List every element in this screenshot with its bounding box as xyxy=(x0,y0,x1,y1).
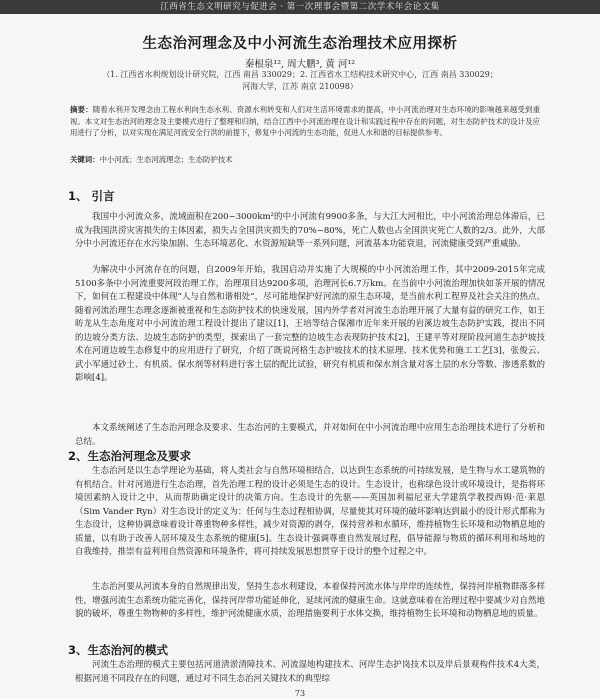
section-heading-concept: 2、生态治河理念及要求 xyxy=(68,449,192,463)
abstract-text: 随着水利开发理念由工程水利向生态水利、资源水利转变和人们对生活环境需求的提高，中小河流治理对生态环境的影响越来越受到重视。本文对生态治河的理念及主要模式进行了整理和归纳，结合江西中小河流治理在设计和实践过程中存在的问题，对生态防护技术的设计及应用进行了分析，以对实现在满足河流安全行洪的前提下，修复中小河流的生态功能，促进人水和谐的目标提供参考。 xyxy=(70,105,540,138)
keywords-text: 中小河流；生态河流理念；生态防护技术 xyxy=(99,155,233,164)
section-heading-introduction: 1、 引言 xyxy=(68,189,115,203)
concept-paragraph-2: 生态治河要从河流本身的自然规律出发，坚持生态水利建设，本着保持河流水体与岸岸的连续性，保持河岸植物群落多样性，增强河流生态系统功能完善化，保持河岸带功能延伸化，延续河流的健康生命。这就意味着在治理过程中要减少对自然地貌的破坏，尊重生物物种的多样性，维护河流健康水质，治理措施要利于水体交换，维持植物生长环境和动物栖息地的质量。 xyxy=(75,582,545,619)
running-header: 江西省生态文明研究与促进会 · 第一次理事会暨第二次学术年会论文集 xyxy=(0,0,600,14)
intro-paragraph-3: 本文系统阐述了生态治河理念及要求、生态治河的主要模式，并对如何在中小河流治理中应用生态治理技术进行了分析和总结。 xyxy=(75,423,545,447)
author-affiliation: （1. 江西省水利规划设计研究院，江西 南昌 330029；2. 江西省水工结构技术研究中心，江西 南昌 330029；河海大学，江苏 南京 210098） xyxy=(102,70,498,91)
paper-title: 生态治河理念及中小河流生态治理技术应用探析 xyxy=(142,36,458,52)
keywords xyxy=(70,154,540,165)
section-heading-modes: 3、生态治河的模式 xyxy=(68,643,169,657)
modes-paragraph-1: 河流生态治理的模式主要包括河道清淤清障技术、河流湿地构建技术、河岸生态护岗技术以及岸后景观构件技术4大类，根据河道不同段存在的问题，通过对不同生态治河关键技术的典型综 xyxy=(75,660,545,684)
keywords-label: 关键词： xyxy=(70,155,100,164)
page-number: 73 xyxy=(294,689,306,698)
concept-paragraph-1: 生态治河是以生态学理论为基础，将人类社会与自然环境相结合，以达到生态系统的可持续发展，是生物与水工建筑物的有机结合。针对河道进行生态治理，首先治理工程的设计必须是生态的设计。生态设计，也称绿色设计或环境设计，是指将环境因素纳入设计之中，从而帮助确定设计的决策方向。生态设计的先驱——英国加利福尼亚大学建筑学教授西姆·范·莱恩（Sim Vander Ryn）对生态设计的定义为：任何与生态过程相协调，尽量使其对环境的破坏影响达到最小的设计形式都称为生态设计，这种协调意味着设计尊重物种多样性，减少对资源的剥夺，保持营养和水循环，维持植物生长环境和动物栖息地的质量，以有助于改善人居环境及生态系统的健康[5]。生态设计强调尊重自然发展过程，倡导能源与物质的循环利用和场地的自我维持，推崇有益利用自然资源和环境条件，将可持续发展思想贯穿于设计的整个过程之中。 xyxy=(75,466,545,557)
abstract-label: 摘要： xyxy=(70,105,93,114)
paper-authors: 秦根泉¹², 周大鹏³, 黄 河¹² xyxy=(244,59,356,70)
intro-paragraph-1: 我国中小河流众多，流域面积在200~3000km²的中小河流有9900多条，与大江大河相比，中小河流治理总体滞后，已成为我国洪涝灾害损失的主体因素，损失占全国洪灾损失的70%~80%，死亡人数也占全国洪灾死亡人数的2/3。此外，大部分中小河流还存在水污染加剧、生态环境恶化、水资源短缺等一系列问题，河流基本功能衰退，河流健康受到严重威胁。 xyxy=(75,212,545,249)
abstract xyxy=(70,104,540,139)
intro-paragraph-2: 为解决中小河流存在的问题，自2009年开始，我国启动并实施了大规模的中小河流治理工作，其中2009-2015年完成5100多条中小河流重要河段治理工作，治理项目达9200多项，治理河长6.7万km。在当前中小河流治理加快如茶开展的情况下，如何在工程建设中体现“人与自然和谐相处”，尽可能地保护好河流的原生态环境，是当前水利工程界及社会关注的热点。随着河流治理生态理念逐渐被重视和生态防护技术的快速发展，国内外学者对河流生态治理开展了大量有益的研究工作，如王昉龙从生态角度对中小河流治理工程设计提出了建议[1]，王培等结合保湘市近年来开展的岩溪边坡生态防护实践，提出不同的边坡分类方法、边坡生态防护的类型，探索出了一套完整的边坡生态表现防护技术[2]，王建平等对现阶段河道生态护坡技术在河道边坡生态修复中的应用进行了研究，介绍了既说河格生态护坡技术的技术原理、技术优势和施工工艺[3]，张俊云、武小军通过砂土、有机质、保水剂等材料进行客土层的配比试验，研究有机质和保水剂含量对客土层的水分等数、渗透系数的影响[4]。 xyxy=(75,265,545,383)
